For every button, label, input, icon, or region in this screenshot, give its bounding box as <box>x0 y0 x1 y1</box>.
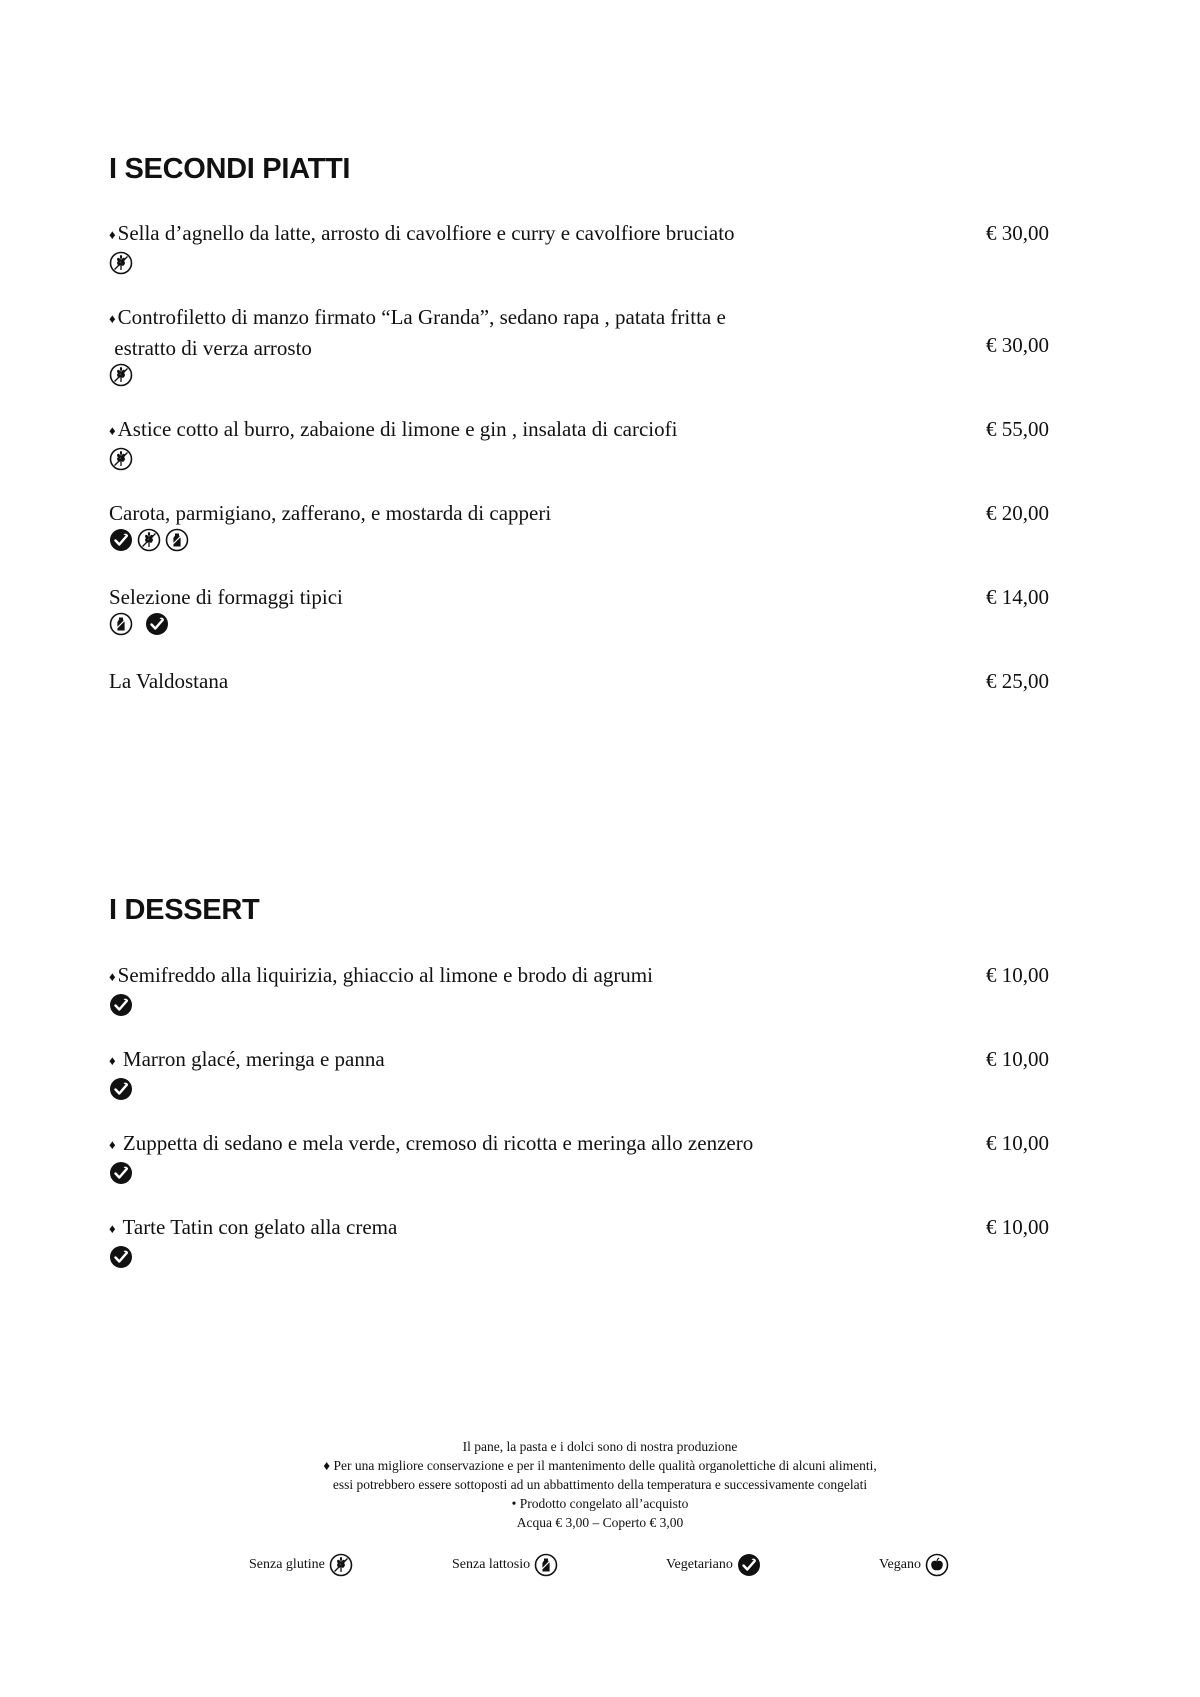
menu-item <box>109 499 1049 552</box>
footer-line: ♦ Per una migliore conservazione e per il mantenimento delle qualità organolettiche di alcuni alimenti, <box>323 1458 877 1473</box>
dish-price: € 10,00 <box>986 963 1049 987</box>
dish-name: Selezione di formaggi tipici <box>109 585 343 609</box>
legend-lactose-free <box>452 1553 558 1577</box>
dish-name: ♦ Tarte Tatin con gelato alla crema <box>109 1215 398 1239</box>
gluten-free-icon <box>109 363 133 387</box>
legend-label: Vegetariano <box>666 1557 733 1572</box>
gluten-free-icon <box>329 1553 353 1577</box>
menu-item <box>109 1129 1049 1185</box>
footer-line: essi potrebbero essere sottoposti ad un abbattimento della temperatura e successivamente congelati <box>332 1477 868 1492</box>
allergen-legend <box>0 1553 1200 1583</box>
frozen-marker-icon: ♦ <box>109 969 116 984</box>
menu-item <box>109 1045 1049 1101</box>
vegetarian-icon <box>145 612 169 636</box>
menu-item <box>109 219 1049 275</box>
footer-line: Il pane, la pasta e i dolci sono di nostra produzione <box>462 1439 738 1454</box>
dish-name: ♦Semifreddo alla liquirizia, ghiaccio al limone e brodo di agrumi <box>109 963 653 987</box>
legend-vegetarian <box>666 1553 761 1577</box>
legend-label: Senza glutine <box>249 1557 325 1572</box>
dish-price: € 10,00 <box>986 1047 1049 1071</box>
vegan-icon <box>925 1553 949 1577</box>
menu-item <box>109 303 1049 387</box>
section-title-secondi: I SECONDI PIATTI <box>109 153 351 185</box>
legend-gluten-free <box>249 1553 353 1577</box>
frozen-marker-icon: ♦ <box>109 423 116 438</box>
menu-item <box>109 961 1049 1017</box>
section-title-dessert: I DESSERT <box>109 894 260 926</box>
frozen-marker-icon: ♦ <box>109 1137 116 1152</box>
legend-label: Senza lattosio <box>452 1557 531 1572</box>
dish-name: ♦Astice cotto al burro, zabaione di limone e gin , insalata di carciofi <box>109 417 678 441</box>
gluten-free-icon <box>109 447 133 471</box>
menu-item <box>109 1213 1049 1269</box>
dish-price: € 10,00 <box>986 1215 1049 1239</box>
menu-item <box>109 415 1049 471</box>
frozen-marker-icon: ♦ <box>109 227 116 242</box>
vegetarian-icon <box>109 1077 133 1101</box>
footer-notes <box>0 1437 1200 1532</box>
dish-name: ♦ Marron glacé, meringa e panna <box>109 1047 385 1071</box>
dish-price: € 14,00 <box>986 585 1049 609</box>
vegetarian-icon <box>109 528 133 552</box>
dish-name: ♦Sella d’agnello da latte, arrosto di cavolfiore e curry e cavolfiore bruciato <box>109 221 735 245</box>
legend-label: Vegano <box>879 1557 921 1572</box>
vegetarian-icon <box>737 1553 761 1577</box>
gluten-free-icon <box>137 528 161 552</box>
gluten-free-icon <box>109 251 133 275</box>
dish-price: € 20,00 <box>986 501 1049 525</box>
lactose-free-icon <box>165 528 189 552</box>
frozen-marker-icon: ♦ <box>109 1053 116 1068</box>
menu-item <box>109 583 1049 636</box>
dish-price: € 10,00 <box>986 1131 1049 1155</box>
dish-name: La Valdostana <box>109 669 229 693</box>
lactose-free-icon <box>109 612 133 636</box>
dish-name: ♦Controfiletto di manzo firmato “La Granda”, sedano rapa , patata fritta e estratto di verza arrosto <box>109 305 726 360</box>
lactose-free-icon <box>534 1553 558 1577</box>
dish-price: € 30,00 <box>986 333 1049 357</box>
vegetarian-icon <box>109 1245 133 1269</box>
footer-line: • Prodotto congelato all’acquisto <box>511 1496 689 1511</box>
menu-item <box>109 667 1049 695</box>
dish-price: € 25,00 <box>986 669 1049 693</box>
dish-price: € 30,00 <box>986 221 1049 245</box>
frozen-marker-icon: ♦ <box>109 311 116 326</box>
dish-price: € 55,00 <box>986 417 1049 441</box>
dish-name: Carota, parmigiano, zafferano, e mostarda di capperi <box>109 501 552 525</box>
frozen-marker-icon: ♦ <box>109 1221 116 1236</box>
legend-vegan <box>879 1553 949 1577</box>
footer-line: Acqua € 3,00 – Coperto € 3,00 <box>516 1515 684 1530</box>
vegetarian-icon <box>109 1161 133 1185</box>
dish-name: ♦ Zuppetta di sedano e mela verde, cremoso di ricotta e meringa allo zenzero <box>109 1131 754 1155</box>
vegetarian-icon <box>109 993 133 1017</box>
